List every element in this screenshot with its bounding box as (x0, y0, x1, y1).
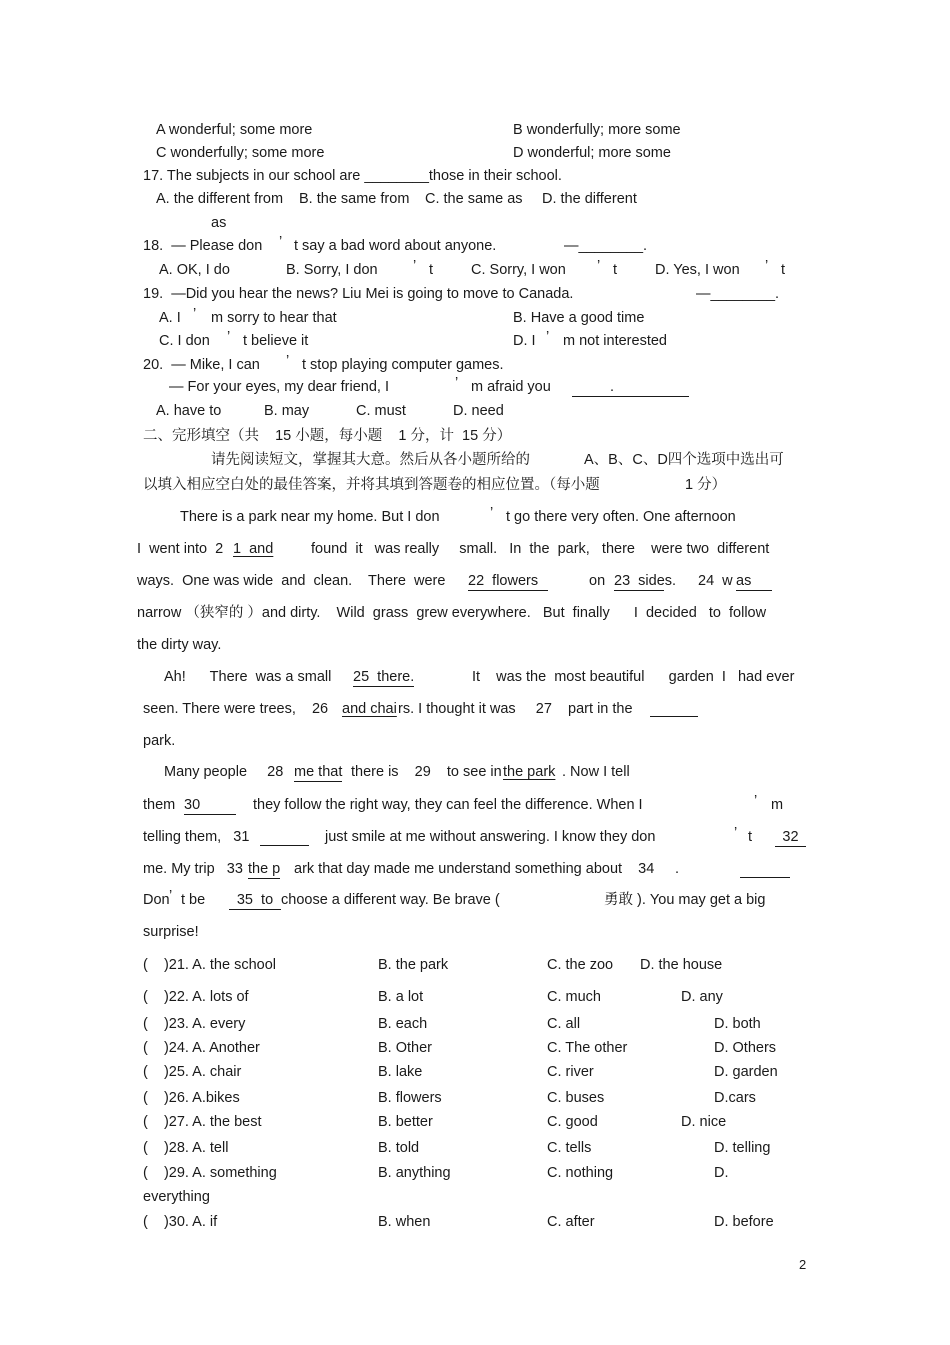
q17-option-d: D. the different (542, 191, 637, 207)
q19-option-d-apostrophe: ’ (546, 329, 550, 345)
choice-22-b: B. a lot (378, 989, 424, 1005)
q20-answer-blank (572, 396, 689, 397)
choice-28-question: ( )28. A. tell (143, 1140, 229, 1156)
q20-option-a: A. have to (156, 403, 222, 419)
q17-option-b: B. the same from (299, 191, 410, 207)
section-instructions-4: 1 分） (685, 477, 727, 493)
q18-option-c-apostrophe: ’ (597, 258, 601, 274)
passage-p1-line1-start: There is a park near my home. But I don (180, 509, 440, 525)
q16-option-d: D wonderful; more some (513, 145, 671, 161)
passage-blank-32: 32 (775, 828, 806, 847)
passage-p3-line4-dot: . (675, 861, 680, 877)
section-instructions-3: 以填入相应空白处的最佳答案，并将其填到答题卷的相应位置。（每小题 (143, 477, 600, 493)
passage-p2-line3: park. (143, 733, 176, 749)
section-instructions-1: 请先阅读短文，掌握其大意。然后从各小题所给的 (211, 452, 530, 468)
choice-29-c: C. nothing (547, 1165, 614, 1181)
choice-27-c: C. good (547, 1114, 598, 1130)
q18-stem-end: t say a bad word about anyone. (294, 238, 497, 254)
q19-option-c-apostrophe: ’ (227, 329, 231, 345)
passage-p1-line1-end: t go there very often. One afternoon (506, 509, 736, 525)
passage-blank-25: 25 there. (353, 669, 415, 685)
passage-blank-21: 1 and (233, 541, 274, 557)
choice-26-b: B. flowers (378, 1090, 442, 1106)
q20-option-b: B. may (264, 403, 310, 419)
passage-blank-27 (650, 716, 698, 717)
passage-p3-line2-start: them (143, 797, 176, 813)
passage-p3-line3-start: telling them, 31 (143, 829, 250, 845)
choice-27-question: ( )27. A. the best (143, 1114, 262, 1130)
choice-23-question: ( )23. A. every (143, 1016, 246, 1032)
q19-option-a-apostrophe: ’ (193, 306, 197, 322)
passage-p3-line2-apostrophe: ’ (754, 793, 758, 809)
passage-p3-line3-t: t (748, 829, 753, 845)
choice-21-d: D. the house (640, 957, 723, 973)
q20-option-c: C. must (356, 403, 406, 419)
q20-stem-start: 20. — Mike, I can (143, 357, 260, 373)
choice-28-d: D. telling (714, 1140, 771, 1156)
choice-25-question: ( )25. A. chair (143, 1064, 242, 1080)
q18-apostrophe: ’ (279, 234, 283, 250)
q18-option-d: D. Yes, I won (655, 262, 740, 278)
q20-reply-apostrophe: ’ (455, 375, 459, 391)
choice-22-c: C. much (547, 989, 601, 1005)
q16-option-c: C wonderfully; some more (156, 145, 325, 161)
q20-reply-end: m afraid you (471, 379, 551, 395)
choice-29-question: ( )29. A. something (143, 1165, 277, 1181)
choice-25-d: D. garden (714, 1064, 778, 1080)
page-number: 2 (799, 1257, 807, 1272)
q20-reply-start: — For your eyes, my dear friend, I (169, 379, 389, 395)
passage-blank-26: and chai (342, 701, 397, 717)
passage-blank-22: 22 flowers (468, 572, 548, 591)
q19-reply: —________. (696, 286, 780, 302)
passage-p2-line1-end: It was the most beautiful garden I had ever (472, 669, 795, 685)
q18-option-b-apostrophe: ’ (413, 258, 417, 274)
passage-p3-line4-start: me. My trip 33 (143, 861, 243, 877)
passage-p3-line6: surprise! (143, 924, 199, 940)
choice-25-b: B. lake (378, 1064, 423, 1080)
q20-stem-end: t stop playing computer games. (302, 357, 504, 373)
choice-24-c: C. The other (547, 1040, 628, 1056)
choice-26-c: C. buses (547, 1090, 605, 1106)
q18-option-a: A. OK, I do (159, 262, 230, 278)
q18-option-b-t: t (429, 262, 434, 278)
choice-27-b: B. better (378, 1114, 433, 1130)
passage-p3-line1-start: Many people 28 (164, 764, 284, 780)
q20-stem-apostrophe: ’ (286, 353, 290, 369)
passage-p1-line5: the dirty way. (137, 637, 222, 653)
passage-blank-35: 35 to (229, 891, 281, 910)
choice-22-d: D. any (681, 989, 723, 1005)
passage-p3-line5-start: Don (143, 892, 170, 908)
passage-p3-line5-end: 勇敢 ). You may get a big (604, 892, 766, 908)
q19-option-b: B. Have a good time (513, 310, 645, 326)
passage-p3-line5-apostrophe: ’ (169, 888, 173, 904)
passage-blank-28: me that (294, 764, 343, 780)
choice-23-c: C. all (547, 1016, 581, 1032)
q19-option-a-end: m sorry to hear that (211, 310, 337, 326)
passage-p1-apostrophe: ’ (490, 505, 494, 521)
passage-p2-line2-start: seen. There were trees, 26 (143, 701, 329, 717)
passage-p1-line2-start: I went into 2 (137, 541, 224, 557)
q19-option-c-end: t believe it (243, 333, 309, 349)
q19-stem: 19. —Did you hear the news? Liu Mei is going to move to Canada. (143, 286, 574, 302)
passage-p1-line2-end: found it was really small. In the park, there were two different (311, 541, 770, 557)
passage-p3-line2-end: m (771, 797, 784, 813)
choice-24-d: D. Others (714, 1040, 777, 1056)
passage-p2-line2-mid: rs. I thought it was 27 part in the (398, 701, 633, 717)
choice-29-b: B. anything (378, 1165, 451, 1181)
choice-29-d: D. (714, 1165, 729, 1181)
q18-option-b: B. Sorry, I don (286, 262, 378, 278)
q20-option-d: D. need (453, 403, 504, 419)
q16-option-b: B wonderfully; more some (513, 122, 681, 138)
passage-blank-24-underline: as (736, 572, 772, 591)
choice-30-d: D. before (714, 1214, 774, 1230)
passage-blank-29: the park (503, 764, 556, 780)
q19-option-a-start: A. I (159, 310, 181, 326)
passage-blank-30: 30 (184, 796, 236, 815)
choice-30-b: B. when (378, 1214, 431, 1230)
q17-option-a: A. the different from (156, 191, 284, 207)
q17-option-c: C. the same as (425, 191, 523, 207)
choice-21-question: ( )21. A. the school (143, 957, 276, 973)
choice-24-b: B. Other (378, 1040, 432, 1056)
choice-30-c: C. after (547, 1214, 595, 1230)
choice-23-b: B. each (378, 1016, 428, 1032)
passage-p3-line3-mid: just smile at me without answering. I know they don (325, 829, 656, 845)
choice-29-d-wrap: everything (143, 1189, 210, 1205)
passage-p3-line2-mid: they follow the right way, they can feel the difference. When I (253, 797, 643, 813)
q18-option-c: C. Sorry, I won (471, 262, 566, 278)
q19-option-c-start: C. I don (159, 333, 210, 349)
choice-30-question: ( )30. A. if (143, 1214, 218, 1230)
passage-p3-line5-mid: choose a different way. Be brave ( (281, 892, 500, 908)
q17-stem: 17. The subjects in our school are ________those in their school. (143, 168, 562, 184)
q16-option-a: A wonderful; some more (156, 122, 313, 138)
passage-p3-line1-end: . Now I tell (562, 764, 630, 780)
passage-p3-line5-t-be: t be (181, 892, 206, 908)
section-instructions-2: A、B、C、D四个选项中选出可 (584, 452, 784, 468)
choice-28-c: C. tells (547, 1140, 592, 1156)
q19-option-d-start: D. I (513, 333, 536, 349)
passage-p1-line4: narrow （狭窄的 ）and dirty. Wild grass grew everywhere. But finally I decided to follow (137, 605, 767, 621)
passage-p3-line4-mid: ark that day made me understand something about 34 (294, 861, 655, 877)
choice-26-question: ( )26. A.bikes (143, 1090, 240, 1106)
choice-28-b: B. told (378, 1140, 420, 1156)
q18-option-c-t: t (613, 262, 618, 278)
passage-p2-line1-start: Ah! There was a small (164, 669, 332, 685)
passage-blank-34 (740, 877, 790, 878)
passage-blank-23: 23 sides. (614, 573, 677, 589)
passage-blank-31 (260, 845, 309, 846)
choice-25-c: C. river (547, 1064, 594, 1080)
q18-reply: —________. (564, 238, 648, 254)
choice-22-question: ( )22. A. lots of (143, 989, 249, 1005)
choice-21-c: C. the zoo (547, 957, 614, 973)
passage-blank-33: the p (248, 861, 281, 877)
q18-stem-start: 18. — Please don (143, 238, 263, 254)
choice-26-d: D.cars (714, 1090, 756, 1106)
q19-option-d-end: m not interested (563, 333, 667, 349)
choice-23-d: D. both (714, 1016, 761, 1032)
q18-option-d-t: t (781, 262, 786, 278)
passage-p1-on: on (589, 573, 606, 589)
section-heading: 二、完形填空（共 15 小题，每小题 1 分，计 15 分） (143, 428, 512, 444)
q20-blank-dot: . (610, 379, 615, 395)
choice-24-question: ( )24. A. Another (143, 1040, 260, 1056)
q17-option-d-wrap: as (211, 215, 227, 231)
choice-21-b: B. the park (378, 957, 449, 973)
q18-option-d-apostrophe: ’ (765, 258, 769, 274)
choice-27-d: D. nice (681, 1114, 727, 1130)
passage-blank-24: 24 w (698, 573, 733, 589)
passage-p3-line1-mid: there is 29 to see in (351, 764, 502, 780)
passage-p1-line3-start: ways. One was wide and clean. There were (137, 573, 446, 589)
passage-p3-line3-apostrophe: ’ (734, 825, 738, 841)
